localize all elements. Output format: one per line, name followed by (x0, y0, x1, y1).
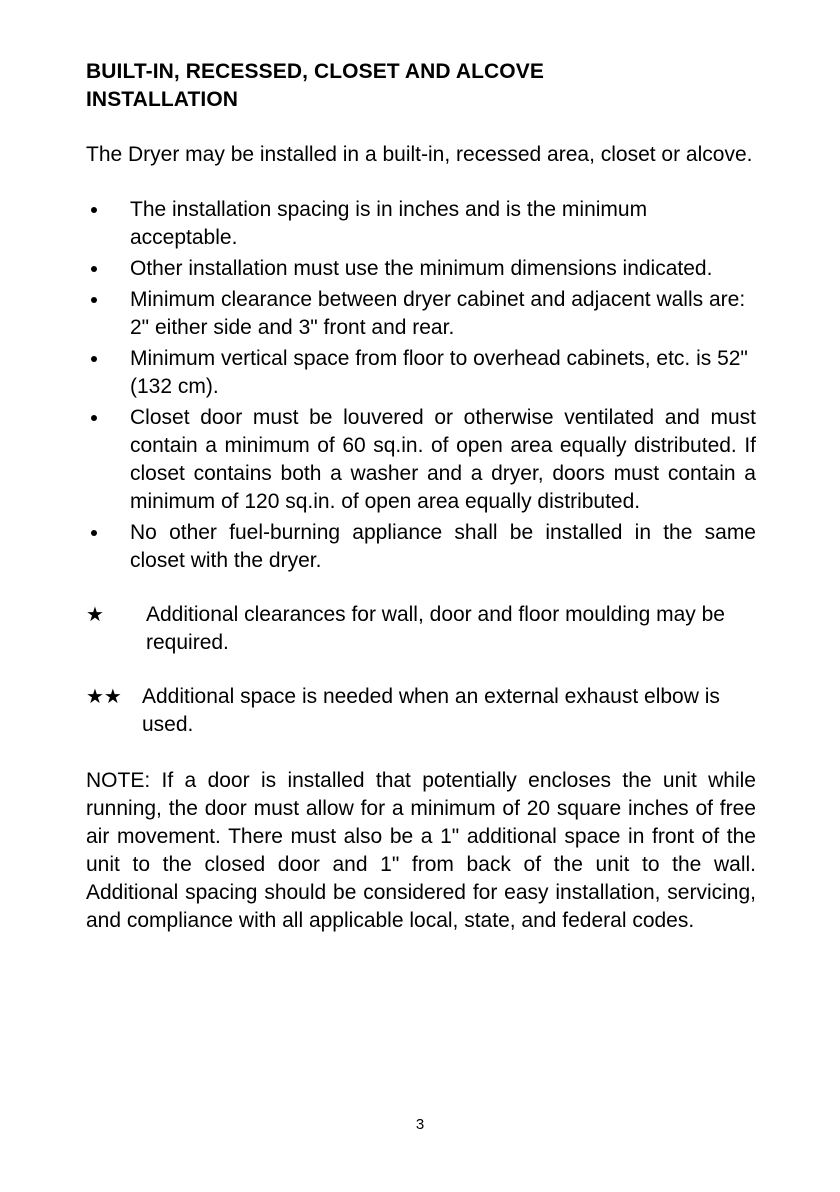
bullet-icon (91, 266, 97, 272)
requirements-list (86, 196, 756, 575)
bullet-icon (91, 297, 97, 303)
star-note-text: Additional space is needed when an external exhaust elbow is used. (142, 685, 720, 736)
heading-line-2: INSTALLATION (86, 88, 239, 111)
bullet-icon (91, 207, 97, 213)
heading-line-1: BUILT-IN, RECESSED, CLOSET AND ALCOVE (86, 60, 544, 83)
document-page (86, 58, 756, 956)
bullet-icon (91, 356, 97, 362)
intro-paragraph: The Dryer may be installed in a built-in, recessed area, closet or alcove. (86, 143, 753, 166)
bullet-icon (91, 415, 97, 421)
single-star-note (86, 601, 756, 657)
note-paragraph: NOTE: If a door is installed that potentially encloses the unit while running, the door must allow for a minimum of 20 square inches of free air movement. There must also be a 1" additional space in front of the unit to the closed door and 1" from back of the unit to the wall. Additional spacing should be considered for easy installation, servicing, and compliance with all applicable local, state, and federal codes. (86, 769, 756, 932)
list-item-text: Minimum vertical space from floor to overhead cabinets, etc. is 52" (132 cm). (130, 347, 748, 398)
list-item (86, 255, 756, 283)
section-heading (86, 58, 756, 114)
double-star-icon: ★★ (86, 686, 122, 708)
list-item (86, 519, 756, 575)
list-item-text: The installation spacing is in inches and is the minimum acceptable. (130, 198, 648, 249)
page-number: 3 (415, 1116, 425, 1133)
star-icon: ★ (86, 604, 104, 626)
star-note-text: Additional clearances for wall, door and floor moulding may be required. (146, 603, 725, 654)
list-item (86, 286, 756, 342)
list-item (86, 345, 756, 401)
list-item-text: Other installation must use the minimum dimensions indicated. (130, 257, 713, 280)
bullet-icon (91, 530, 97, 536)
list-item (86, 196, 756, 252)
list-item-text: Minimum clearance between dryer cabinet and adjacent walls are: 2" either side and 3" front and rear. (130, 288, 746, 339)
list-item-text: Closet door must be louvered or otherwise ventilated and must contain a minimum of 60 sq.in. of open area equally distributed. If closet contains both a washer and a dryer, doors must contain a minimum of 120 sq.in. of open area equally distributed. (130, 406, 756, 513)
list-item (86, 404, 756, 516)
double-star-note (86, 683, 756, 739)
list-item-text: No other fuel-burning appliance shall be installed in the same closet with the dryer. (130, 521, 756, 572)
